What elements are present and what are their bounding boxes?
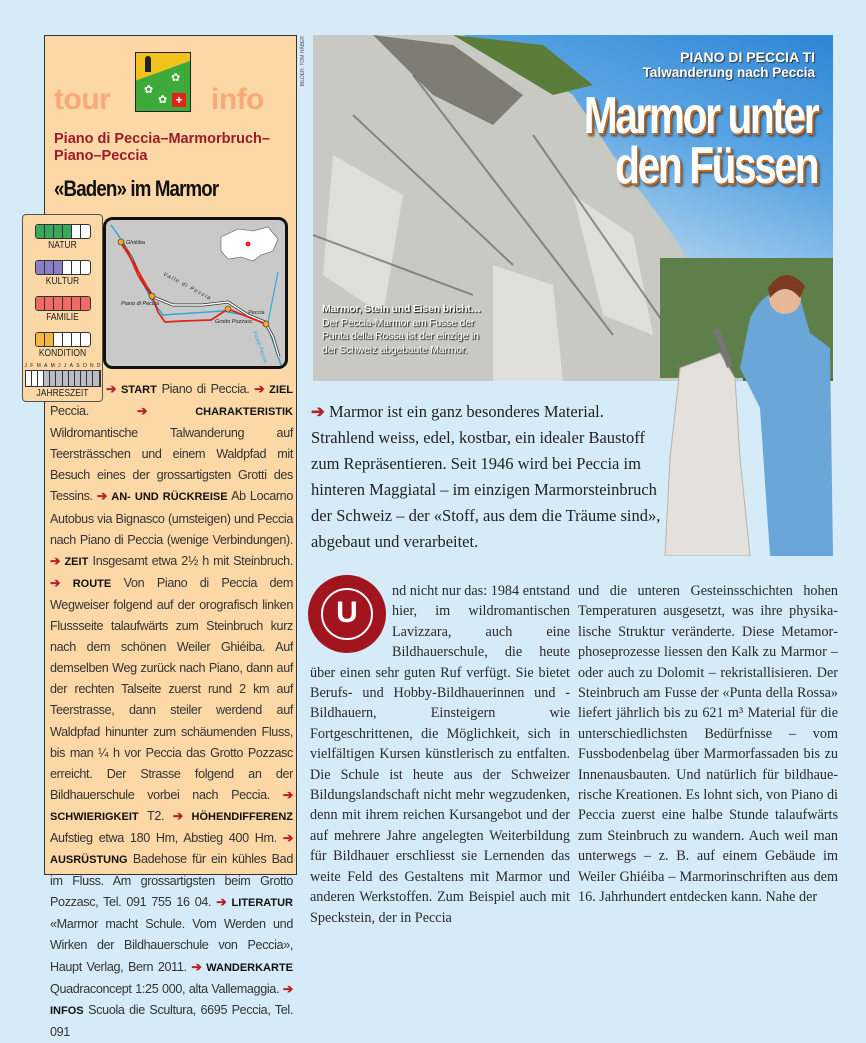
photo-caption [322,303,482,357]
month-letter: O [82,363,87,369]
section-text: Wildromantische Talwanderung auf Teersträsschen und einem Waldpfad mit Besuch eines der grossartigsten Grotti des Tessins. [50,426,293,504]
caption-text: Der Peccia-Marmor am Fusse der Punta della Rossa ist der einzige in der Schweiz abgebaute Marmor. [322,316,479,356]
arrow-icon: ➔ [282,787,293,802]
logo-info: info [211,83,264,116]
rating-segment [45,297,54,310]
map-label: Valle di Peccia [162,271,213,303]
sculptor-image [660,258,833,556]
column-1-text: nd nicht nur das: 1984 entstand hier, im wildromantischen Lavizzara, auch eine Bildhauerschule, die heute über einen sehr guten Ruf verfügt. Sie bietet Berufs- und Hobby-Bildhauerinnen und -Bildhauern, Einsteigern wie Fortgeschrittenen, die Möglichkeit, sich in vielfältigen Kursen künstlerisch zu entfalten. Die Schule ist heute aus der Schweizer Bildungslandschaft nicht mehr wegzudenken, denn mit ihrem reichen Kursangebot und der auf mehrere Jahre angelegten Weiterbildung für Bildhauer erschliesst sie Lernenden das weite Feld des Gestaltens mit Marmor und anderen Werkstoffen. Zum Beispiel auch mit Speckstein, der in Peccia [310,583,570,926]
rating-bar-kultur [35,260,91,275]
dropcap-letter: U [321,588,373,640]
rating-segment [54,261,63,274]
arrow-icon: ➔ [50,575,73,590]
title-line-2: den Füssen [615,137,817,195]
rating-segment [45,225,54,238]
month-letter: S [76,363,80,369]
hiker-icon [145,56,151,72]
rating-segment [63,297,72,310]
section-key: ROUTE [72,577,112,590]
dropcap-badge [308,575,386,653]
month-letters [25,363,101,369]
caption-bold: Marmor, Stein und Eisen bricht… [322,303,481,315]
rating-bar-natur [35,224,91,239]
article-column-1 [310,581,570,928]
month-letter: D [96,363,101,369]
section-text: T2. [147,808,165,823]
arrow-icon: ➔ [311,402,325,421]
tour-info-logo [54,55,294,125]
route-map [103,217,288,369]
rating-segment [81,297,89,310]
arrow-icon: ➔ [96,489,112,504]
article-column-2 [578,581,838,908]
arrow-icon: ➔ [50,553,65,568]
arrow-icon: ➔ [254,382,270,396]
rating-segment [45,333,54,346]
hiker-badge-icon: ✿ ✿ ✿ + [135,52,191,112]
hero-title [583,87,817,195]
arrow-icon: ➔ [172,808,192,823]
section-key: HÖHENDIFFERENZ [191,810,293,823]
section-key: SCHWIERIGKEIT [50,810,139,823]
rating-segment [72,333,81,346]
rating-label: KULTUR [45,276,80,287]
section-key: AN- UND RÜCKREISE [111,491,228,504]
rating-segment [63,261,72,274]
arrow-icon: ➔ [106,382,121,396]
rating-segment [81,225,89,238]
month-letter: N [89,363,94,369]
rating-segment [72,261,81,274]
article-lead [311,399,661,555]
rating-segment [81,333,89,346]
section-text: Ab Locarno Autobus via Bignasco (umsteigen) und Peccia nach Piano di Peccia (wenige Verbindungen). [50,489,293,547]
tour-info-text [50,379,293,1043]
section-key: INFOS [50,1004,84,1017]
photo-credit: BILDER: TOM HÄBER [300,36,306,87]
column-2-text: und die unteren Gesteinsschichten hohen Temperaturen ausgesetzt, was ihre physikalische Struktur veränderte. Diese Metamorphoseprozesse liessen den Kalk zu Marmor – oder auch zu Dolomit – rekristallisieren. Der Steinbruch am Fusse der «Punta della Rossa» liefert jährlich bis zu 621 m³ Material für die unterschiedlichsten Bedürfnisse – vom Fussbodenbelag über Marmorfassaden bis zu Innenausbauten. Und natürlich für bildhauerische Kreationen. Es lohnt sich, von Piano di Peccia zuerst eine halbe Stunde talaufwärts zum Steinbruch zu wandern. Auch weil man unterwegs – z. B. auf einem Gebäude im Weiler Ghiéiba – Marmorinschriften aus dem 16. Jahrhundert entdecken kann. Nahe der [578,583,838,906]
lead-text: Marmor ist ein ganz besonderes Material. Strahlend weiss, edel, kostbar, ein idealer Baustoff zum Repräsentieren. Seit 1946 wird bei Peccia im hinteren Maggiatal – im einzigen Marmorsteinbruch der Schweiz – der «Stoff, aus dem die Träume sind», abgebaut und verarbeitet. [311,402,661,551]
kicker-location: PIANO DI PECCIA TI [680,49,815,65]
swiss-flag-icon: + [172,93,186,107]
rating-segment [45,261,54,274]
rating-segment [36,297,45,310]
title-line-1: Marmor unter [583,87,817,145]
hero-kicker [643,49,815,80]
rating-segment [54,333,63,346]
map-label: Fiume Peccia [251,330,269,365]
ratings-panel [22,214,103,402]
arrow-icon: ➔ [282,981,293,996]
rating-segment [81,261,89,274]
map-label: Piano di Peccia [121,301,159,307]
rating-segment [72,297,81,310]
section-key: ZEIT [64,555,89,568]
month-letter: A [44,363,48,369]
month-letter: J [24,363,27,369]
rating-bar-kondition [35,332,91,347]
rating-label: FAMILIE [46,312,79,323]
month-letter: J [63,363,67,369]
month-letter: J [58,363,61,369]
rating-label: NATUR [48,240,77,251]
rating-segment [54,225,63,238]
season-label: JAHRESZEIT [36,388,89,399]
rating-segment [63,225,72,238]
tour-subtitle: Piano di Peccia–Marmorbruch–Piano–Peccia [54,131,270,164]
arrow-icon: ➔ [216,895,232,910]
map-label: Ghiéiba [126,240,145,246]
section-text: Scuola die Scultura, 6695 Peccia, Tel. 091 [50,1002,293,1039]
logo-tour: tour [54,83,111,116]
kicker-subtitle: Talwanderung nach Peccia [642,65,815,80]
section-text: Insgesamt etwa 2½ h mit Steinbruch. [92,553,293,568]
section-key: CHARAKTERISTIK [195,406,293,419]
section-text: Quadraconcept 1:25 000, alta Vallemaggia. [50,981,280,996]
section-text: Aufstieg etwa 180 Hm, Abstieg 400 Hm. [50,830,277,845]
rating-segment [36,261,45,274]
section-key: START [120,384,157,396]
section-text: Von Piano di Peccia dem Wegweiser folgend auf der orografisch linken Flussseite talaufwärts zum Steinbruch kurz nach dem schönen Weiler Ghiéiba. Auf demselben Weg zurück nach Piano, dann auf der rechten Talseite zuerst rund 2 km auf Teerstrasse, dann steiler werdend auf Waldpfad hinunter zum schäumenden Fluss, bis man ¼ h vor Peccia das Grotto Pozzasc erreicht. Der Strasse folgend an der Bildhauerschule vorbei nach Peccia. [50,575,293,802]
section-text: «Marmor macht Schule. Vom Werden und Wirken der Bildhauerschule von Peccia», Haupt Verlag, Bern 2011. [50,917,293,974]
section-text: Piano di Peccia. [161,382,250,396]
tour-headline: «Baden» im Marmor [54,176,219,201]
month-letter: M [36,363,41,369]
arrow-icon: ➔ [282,830,294,845]
section-key: ZIEL [269,384,294,396]
rating-bar-familie [35,296,91,311]
rating-segment [36,225,45,238]
section-key: LITERATUR [231,897,293,910]
section-text: Badehose für ein kühles Bad im Fluss. Am grossartigsten beim Grotto Pozzasc, Tel. 091 755 16 04. [50,852,293,910]
arrow-icon: ➔ [136,404,196,419]
section-text: Peccia. [50,404,89,419]
month-letter: F [30,363,34,369]
map-label: Peccia [248,310,265,316]
month-letter: M [50,363,55,369]
map-label: Grotto Pozzasc [215,319,253,325]
rating-label: KONDITION [38,348,87,359]
rating-segment [54,297,63,310]
rating-segment [36,333,45,346]
arrow-icon: ➔ [191,959,207,974]
rating-segment [63,333,72,346]
month-letter: A [69,363,73,369]
section-key: AUSRÜSTUNG [50,854,128,867]
rating-segment [72,225,81,238]
section-key: WANDERKARTE [206,961,293,974]
